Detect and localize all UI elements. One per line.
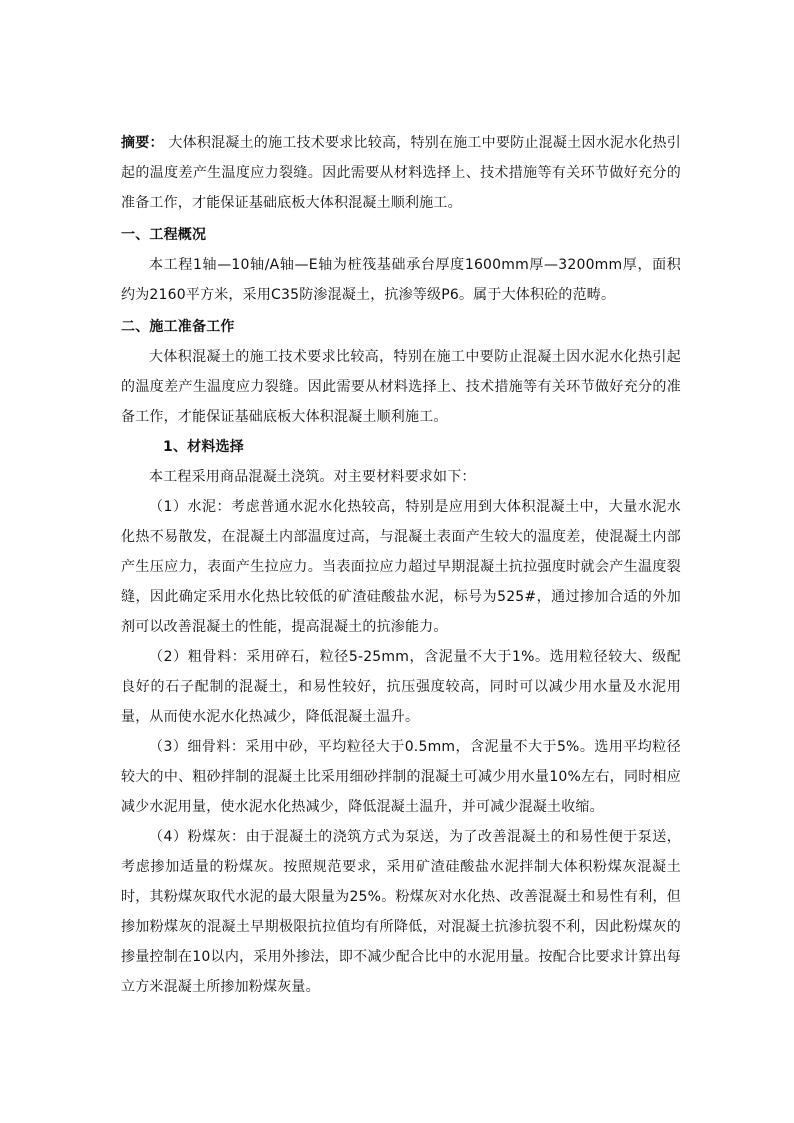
section-heading-project-overview: 一、工程概况 (121, 227, 207, 243)
material-item-fly-ash: （4）粉煤灰：由于混凝土的浇筑方式为泵送，为了改善混凝土的和易性便于泵送，考虑掺加适量的粉煤灰。按照规范要求，采用矿渣硅酸盐水泥拌制大体积粉煤灰混凝土时，其粉煤灰取代水泥的最大限量为25%。粉煤灰对水化热、改善混凝土和易性有利，但掺加粉煤灰的混凝土早期极限抗拉值均有所降低，对混凝土抗渗抗裂不利，因此粉煤灰的掺量控制在10以内，采用外掺法，即不减少配合比中的水泥用量。按配合比要求计算出每立方米混凝土所掺加粉煤灰量。 (121, 829, 681, 995)
abstract-text: 大体积混凝土的施工技术要求比较高，特别在施工中要防止混凝土因水泥水化热引起的温度差产生温度应力裂缝。因此需要从材料选择上、技术措施等有关环节做好充分的准备工作，才能保证基础底板大体积混凝土顺利施工。 (121, 135, 681, 211)
preparation-paragraph: 大体积混凝土的施工技术要求比较高，特别在施工中要防止混凝土因水泥水化热引起的温度差产生温度应力裂缝。因此需要从材料选择上、技术措施等有关环节做好充分的准备工作，才能保证基础底板大体积混凝土顺利施工。 (121, 349, 681, 425)
abstract-paragraph (121, 128, 681, 218)
section-heading-preparation: 二、施工准备工作 (121, 319, 235, 335)
material-intro-paragraph: 本工程采用商品混凝土浇筑。对主要材料要求如下： (149, 469, 476, 485)
material-item-cement: （1）水泥：考虑普通水泥水化热较高，特别是应用到大体积混凝土中，大量水泥水化热不易散发，在混凝土内部温度过高，与混凝土表面产生较大的温度差，使混凝土内部产生压应力，表面产生拉应力。当表面拉应力超过早期混凝土抗拉强度时就会产生温度裂缝，因此确定采用水化热比较低的矿渣硅酸盐水泥，标号为525#，通过掺加合适的外加剂可以改善混凝土的性能，提高混凝土的抗渗能力。 (121, 499, 681, 635)
subsection-heading-material-selection: 1、材料选择 (163, 439, 244, 455)
project-overview-paragraph: 本工程1轴—10轴/A轴—E轴为桩筏基础承台厚度1600mm厚—3200mm厚，面积约为2160平方米，采用C35防渗混凝土，抗渗等级P6。属于大体积砼的范畴。 (121, 257, 681, 303)
abstract-label: 摘要： (121, 135, 164, 151)
material-item-coarse-aggregate: （2）粗骨料：采用碎石，粒径5-25mm，含泥量不大于1%。选用粒径较大、级配良好的石子配制的混凝土，和易性较好，抗压强度较高，同时可以减少用水量及水泥用量，从而使水泥水化热减少，降低混凝土温升。 (121, 649, 681, 725)
material-item-fine-aggregate: （3）细骨料：采用中砂，平均粒径大于0.5mm，含泥量不大于5%。选用平均粒径较大的中、粗砂拌制的混凝土比采用细砂拌制的混凝土可减少用水量10%左右，同时相应减少水泥用量，使水泥水化热减少，降低混凝土温升，并可减少混凝土收缩。 (121, 739, 681, 815)
document-body (121, 128, 681, 1002)
